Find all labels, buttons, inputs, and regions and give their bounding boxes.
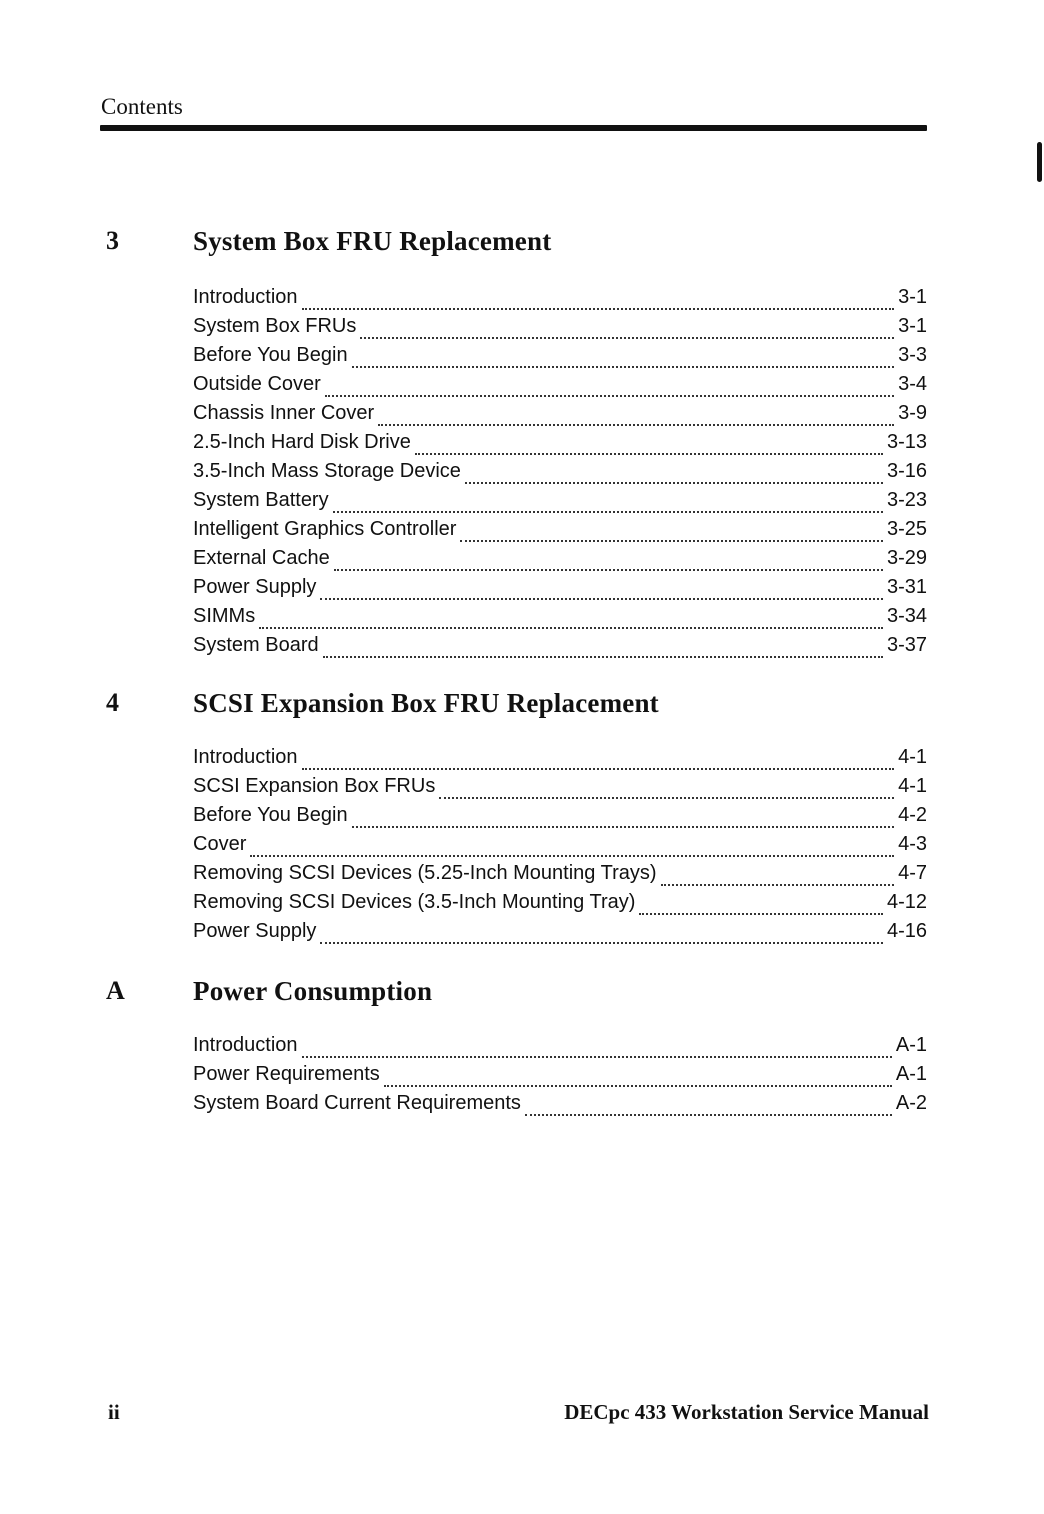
dot-leader (352, 346, 895, 368)
toc-entry[interactable] (193, 1034, 927, 1063)
toc-entry-page: 3-16 (886, 460, 927, 482)
dot-leader (325, 375, 894, 397)
toc-entry-label: Outside Cover (193, 373, 321, 395)
toc-entry-page: 4-1 (898, 746, 927, 768)
toc-entry[interactable] (193, 286, 927, 315)
chapter-title: Power Consumption (193, 976, 433, 1006)
toc-entry-label: 2.5-Inch Hard Disk Drive (193, 431, 411, 453)
dot-leader (302, 1036, 892, 1058)
chapter-number: 4 (106, 688, 119, 717)
toc-entry-label: Power Requirements (193, 1063, 380, 1085)
toc-list (193, 746, 927, 949)
toc-entry-page: 3-23 (886, 489, 927, 511)
toc-entry-label: System Box FRUs (193, 315, 357, 337)
toc-list (193, 1034, 927, 1121)
toc-entry-label: Chassis Inner Cover (193, 402, 375, 424)
manual-title: DECpc 433 Workstation Service Manual (564, 1400, 929, 1424)
toc-entry[interactable] (193, 460, 927, 489)
toc-entry-page: 3-9 (898, 402, 927, 424)
toc-entry[interactable] (193, 315, 927, 344)
toc-entry-page: 3-29 (886, 547, 927, 569)
dot-leader (439, 777, 894, 799)
toc-entry-label: Introduction (193, 286, 298, 308)
toc-entry[interactable] (193, 402, 927, 431)
toc-entry[interactable] (193, 605, 927, 634)
dot-leader (302, 748, 895, 770)
toc-entry-page: 3-3 (898, 344, 927, 366)
toc-list (193, 286, 927, 663)
toc-entry-page: 3-37 (886, 634, 927, 656)
toc-entry-label: Intelligent Graphics Controller (193, 518, 457, 540)
toc-entry-label: Before You Begin (193, 804, 348, 826)
chapter-title: System Box FRU Replacement (193, 226, 552, 256)
dot-leader (320, 922, 883, 944)
running-head: Contents (101, 94, 183, 119)
toc-entry-page: 3-34 (886, 605, 927, 627)
toc-entry-page: 3-31 (886, 576, 927, 598)
dot-leader (415, 433, 883, 455)
page-number: ii (108, 1400, 120, 1424)
toc-entry[interactable] (193, 344, 927, 373)
toc-entry-page: A-2 (895, 1092, 927, 1114)
toc-entry[interactable] (193, 547, 927, 576)
dot-leader (661, 864, 895, 886)
dot-leader (639, 893, 883, 915)
toc-entry-label: SCSI Expansion Box FRUs (193, 775, 436, 797)
toc-entry-label: External Cache (193, 547, 330, 569)
toc-entry-label: 3.5-Inch Mass Storage Device (193, 460, 461, 482)
toc-entry-page: 3-1 (898, 286, 927, 308)
toc-entry-page: 4-2 (898, 804, 927, 826)
toc-entry[interactable] (193, 920, 927, 949)
toc-entry-page: 3-4 (898, 373, 927, 395)
toc-entry-page: 3-13 (886, 431, 927, 453)
dot-leader (333, 491, 883, 513)
toc-entry-page: 3-25 (886, 518, 927, 540)
toc-entry-page: A-1 (895, 1063, 927, 1085)
dot-leader (320, 578, 883, 600)
dot-leader (378, 404, 894, 426)
dot-leader (360, 317, 894, 339)
toc-entry-label: Power Supply (193, 920, 317, 942)
toc-entry-label: Cover (193, 833, 247, 855)
toc-entry[interactable] (193, 431, 927, 460)
toc-entry-label: Before You Begin (193, 344, 348, 366)
toc-entry-label: Introduction (193, 1034, 298, 1056)
dot-leader (460, 520, 883, 542)
toc-entry[interactable] (193, 373, 927, 402)
toc-entry-label: Removing SCSI Devices (5.25-Inch Mounting Trays) (193, 862, 657, 884)
dot-leader (352, 806, 895, 828)
toc-entry-label: Power Supply (193, 576, 317, 598)
dot-leader (259, 607, 883, 629)
toc-entry-page: 4-7 (898, 862, 927, 884)
toc-entry-label: System Battery (193, 489, 329, 511)
toc-entry-label: Removing SCSI Devices (3.5-Inch Mounting Tray) (193, 891, 636, 913)
toc-entry-page: 4-1 (898, 775, 927, 797)
dot-leader (384, 1065, 892, 1087)
toc-entry[interactable] (193, 775, 927, 804)
toc-entry[interactable] (193, 746, 927, 775)
toc-entry[interactable] (193, 1063, 927, 1092)
dot-leader (323, 636, 883, 658)
chapter-number: 3 (106, 226, 119, 255)
toc-entry-label: System Board Current Requirements (193, 1092, 521, 1114)
toc-entry[interactable] (193, 891, 927, 920)
dot-leader (250, 835, 894, 857)
toc-entry-page: 3-1 (898, 315, 927, 337)
toc-entry-page: A-1 (895, 1034, 927, 1056)
toc-entry-label: Introduction (193, 746, 298, 768)
toc-entry-page: 4-16 (886, 920, 927, 942)
dot-leader (302, 288, 895, 310)
dot-leader (525, 1094, 892, 1116)
dot-leader (465, 462, 883, 484)
toc-entry[interactable] (193, 576, 927, 605)
header-rule (100, 125, 927, 131)
toc-entry-page: 4-12 (886, 891, 927, 913)
toc-entry[interactable] (193, 1092, 927, 1121)
toc-entry[interactable] (193, 489, 927, 518)
toc-entry[interactable] (193, 634, 927, 663)
toc-entry[interactable] (193, 804, 927, 833)
toc-entry[interactable] (193, 518, 927, 547)
toc-entry[interactable] (193, 862, 927, 891)
chapter-number: A (106, 976, 125, 1005)
dot-leader (334, 549, 883, 571)
page-edge-mark (1037, 142, 1042, 182)
chapter-title: SCSI Expansion Box FRU Replacement (193, 688, 659, 718)
toc-entry-label: System Board (193, 634, 319, 656)
toc-entry[interactable] (193, 833, 927, 862)
toc-entry-page: 4-3 (898, 833, 927, 855)
toc-entry-label: SIMMs (193, 605, 256, 627)
